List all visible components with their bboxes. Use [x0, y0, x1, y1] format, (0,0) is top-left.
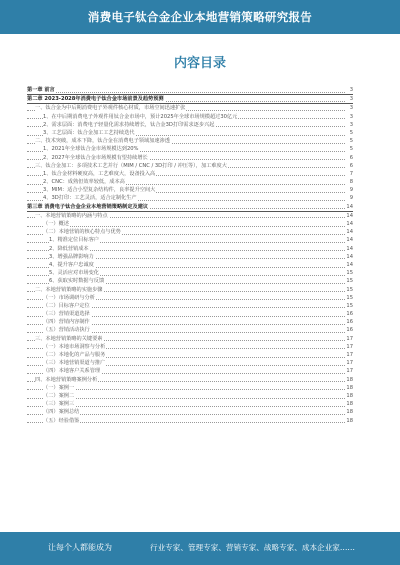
toc-entry-text: 第二章 2023-2028年消费电子钛合金市场前景及趋势预测 — [27, 96, 164, 103]
toc-entry[interactable] — [27, 417, 353, 425]
toc-page-number: 14 — [346, 261, 353, 268]
toc-page-number: 5 — [349, 129, 353, 136]
toc-page-number: 17 — [346, 343, 353, 350]
toc-entry[interactable] — [27, 253, 353, 261]
toc-entry[interactable] — [27, 392, 353, 400]
toc-page-number: 5 — [349, 146, 353, 153]
toc-entry[interactable] — [27, 351, 353, 359]
toc-page-number: 14 — [346, 237, 353, 244]
toc-entry[interactable] — [27, 129, 353, 137]
toc-heading: 内容目录 — [173, 56, 226, 71]
toc-entry-text: （四）本地客户关系管理 — [43, 368, 101, 375]
toc-entry[interactable] — [27, 162, 353, 170]
toc-entry-text: （二）案例二 — [43, 392, 75, 399]
toc-entry-text: 5、灵活应对市场变化 — [49, 270, 99, 277]
toc-entry-text: （一）概述 — [43, 221, 69, 227]
toc-entry[interactable] — [27, 343, 353, 351]
toc-leader-dots — [27, 92, 345, 93]
toc-entry-text: （三）案例三 — [43, 401, 75, 408]
toc-entry[interactable] — [27, 367, 353, 375]
toc-entry[interactable] — [27, 269, 353, 277]
toc-entry[interactable] — [27, 137, 353, 145]
toc-entry-text: （一）案例一 — [43, 384, 75, 391]
toc-page-number: 14 — [346, 203, 353, 210]
toc-entry[interactable] — [27, 326, 353, 334]
toc-page-number: 3 — [349, 113, 353, 120]
toc-entry-text: 2、CNC：成熟但效率较低，成本高 — [43, 179, 125, 186]
toc-entry-text: 6、获取实时数据与反馈 — [49, 278, 105, 285]
toc-entry-text: 1、钛合金材料硬度高，工艺难度大，设备投入高 — [43, 170, 156, 177]
toc-entry-text: （五）营销活动执行 — [43, 327, 90, 334]
toc-page-number: 18 — [346, 376, 353, 383]
toc-entry[interactable] — [27, 194, 353, 202]
toc-entry[interactable] — [27, 400, 353, 408]
toc-entry[interactable] — [27, 104, 353, 112]
toc-entry[interactable] — [27, 318, 353, 326]
toc-page-number: 16 — [346, 327, 353, 334]
toc-entry[interactable] — [27, 408, 353, 416]
toc-page-number: 3 — [349, 96, 353, 103]
toc-entry-text: 3、工艺层面：钛合金加工工艺持续迭代 — [43, 129, 135, 136]
toc-page-number: 18 — [346, 384, 353, 391]
toc-entry-text: 3、增强品牌影响力 — [49, 253, 94, 260]
toc-page-number: 9 — [349, 195, 353, 202]
toc-entry-text: 1、2021年全球钛合金市场规模达到20% — [43, 146, 139, 153]
toc-page-number: 18 — [346, 392, 353, 399]
toc-entry-text: 2、2027年全球钛合金市场规模有望持续增长 — [43, 154, 148, 161]
header-band — [0, 0, 400, 34]
toc-page-number: 17 — [346, 335, 353, 342]
toc-entry[interactable] — [27, 261, 353, 269]
toc-page-number: 14 — [346, 245, 353, 252]
toc-entry[interactable] — [27, 95, 353, 104]
toc-page-number: 15 — [346, 302, 353, 309]
toc-entry-text: （四）案例总结 — [43, 409, 80, 416]
toc-entry[interactable] — [27, 228, 353, 236]
toc-entry[interactable] — [27, 310, 353, 318]
toc-entry[interactable] — [27, 203, 353, 212]
toc-page-number: 3 — [349, 121, 353, 128]
toc-page-number: 16 — [346, 319, 353, 326]
toc-page-number: 5 — [349, 138, 353, 145]
footer-slogan: 让每个人都能成为 — [48, 543, 112, 552]
toc-entry-text: （三）本地营销渠道与推广 — [43, 360, 106, 367]
toc-entry[interactable] — [27, 286, 353, 294]
toc-page-number: 7 — [349, 170, 353, 177]
toc-entry[interactable] — [27, 384, 353, 392]
toc-page-number: 17 — [346, 368, 353, 375]
toc-page-number: 16 — [346, 311, 353, 318]
toc-entry-text: （一）市场调研与分析 — [43, 294, 95, 301]
toc-page-number: 14 — [346, 229, 353, 236]
toc-entry-text: （五）经验借鉴 — [43, 417, 80, 424]
toc-entry-text: （三）营销渠道选择 — [43, 311, 90, 318]
toc-leader-dots — [27, 226, 345, 227]
toc-page-number: 14 — [346, 221, 353, 227]
toc-entry-text: （二）本地化的产品与服务 — [43, 352, 106, 358]
toc-entry[interactable] — [27, 294, 353, 302]
toc-page-number: 3 — [349, 105, 353, 112]
toc-entry[interactable] — [27, 245, 353, 253]
toc-page-number: 9 — [349, 187, 353, 194]
toc-entry-text: 1、精准定位目标客户 — [49, 237, 99, 244]
footer-band — [0, 532, 400, 565]
toc-entry[interactable] — [27, 113, 353, 121]
toc-entry-text: 4、提升客户忠诚度 — [49, 261, 94, 268]
toc-entry[interactable] — [27, 220, 353, 228]
toc-page-number: 15 — [346, 270, 353, 277]
toc-entry[interactable] — [27, 236, 353, 244]
toc-entry-text: （一）本地市场洞察与分析 — [43, 343, 106, 350]
toc-entry[interactable] — [27, 359, 353, 367]
toc-entry-text: 2、需求层面：消费电子轻量化需求持续增长，钛合金3D打印需求逐步兴起 — [43, 121, 215, 128]
toc-entry-text: 第三章 消费电子钛合金企业本地营销策略制定及建议 — [27, 203, 149, 210]
toc-entry-text: 1、在中后期消费电子外观件用钛合金市场中，预计2025年全球市场规模超过30亿元 — [43, 113, 238, 120]
toc-entry-text: （二）本地营销的核心特点与优势 — [43, 229, 121, 236]
toc-entry[interactable] — [27, 335, 353, 343]
toc-entry[interactable] — [27, 302, 353, 310]
toc-page-number: 8 — [349, 179, 353, 186]
toc-entry[interactable] — [27, 178, 353, 186]
toc-entry-text: （二）目标客户定位 — [43, 302, 90, 309]
footer-roles: 行业专家、管理专家、营销专家、战略专家、成本企业家…… — [150, 543, 356, 552]
toc-entry-text: 三、钛合金加工：多项技术工艺并行（MIM / CNC / 3D打印 / 冲压等），加工难度大 — [35, 162, 227, 169]
toc-page-number: 15 — [346, 286, 353, 293]
toc-entry[interactable] — [27, 145, 353, 153]
toc-entry-text: 2、降低营销成本 — [49, 245, 89, 252]
toc-entry-text: 二、本地营销策略的实施步骤 — [35, 286, 103, 293]
toc-entry-text: 二、技术突破，成本下降，钛合金在消费电子领域加速渗透 — [35, 138, 170, 145]
toc-entry[interactable] — [27, 186, 353, 194]
toc-entry[interactable] — [27, 170, 353, 178]
toc-entry[interactable] — [27, 121, 353, 129]
toc-entry[interactable] — [27, 376, 353, 384]
toc-page-number: 15 — [346, 278, 353, 285]
toc-page-number: 14 — [346, 212, 353, 219]
toc-entry-text: 4、3D打印：工艺灵活，适合定制化生产 — [43, 195, 137, 202]
toc-page-number: 17 — [346, 360, 353, 367]
toc-page-number: 15 — [346, 294, 353, 301]
toc-page-number: 18 — [346, 409, 353, 416]
toc-entry-text: 三、本地营销策略的关键要素 — [35, 335, 103, 342]
toc-page-number: 6 — [349, 154, 353, 161]
toc-page-number: 14 — [346, 253, 353, 260]
toc-entry-text: 四、本地营销策略案例分析 — [35, 376, 98, 383]
toc-entry[interactable] — [27, 277, 353, 285]
toc-entry[interactable] — [27, 212, 353, 220]
toc-entry-text: （四）营销内容制作 — [43, 319, 90, 326]
toc-page-number: 6 — [349, 162, 353, 169]
table-of-contents — [27, 86, 353, 425]
toc-entry-text: 一、本地营销策略的内涵与特点 — [35, 212, 108, 219]
toc-entry-text: 第一章 前言 — [27, 87, 55, 93]
toc-page-number: 17 — [346, 352, 353, 358]
toc-page-number: 18 — [346, 417, 353, 424]
toc-entry-text: 3、MIM：适合小型复杂结构件，良率提升空间大 — [43, 187, 156, 194]
toc-entry[interactable] — [27, 86, 353, 95]
toc-page-number: 3 — [349, 87, 353, 93]
toc-entry[interactable] — [27, 154, 353, 162]
toc-page-number: 18 — [346, 401, 353, 408]
toc-entry-text: 一、钛合金为中后期消费电子外观件核心材质，市场空间迅速扩张 — [35, 105, 186, 112]
report-title: 消费电子钛合金企业本地营销策略研究报告 — [87, 10, 313, 24]
